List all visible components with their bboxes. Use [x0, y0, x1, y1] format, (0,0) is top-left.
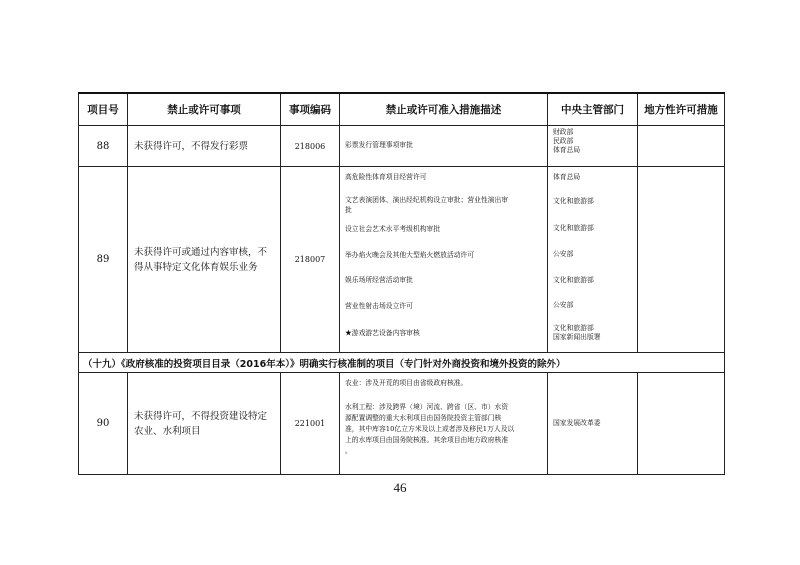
item-number: 90 — [79, 373, 128, 475]
header-item-no: 项目号 — [79, 93, 128, 126]
measure-line: 举办焰火晚会及其他大型焰火燃放活动许可 — [345, 251, 475, 259]
dept-line: 文化和旅游部 — [553, 276, 594, 284]
measure-line: 准，其中库容10亿立方米及以上或者涉及移民1万人及以 — [345, 425, 515, 433]
header-code: 事项编码 — [281, 93, 340, 126]
item-text: 未获得许可或通过内容审核，不得从事特定文化体育娱乐业务 — [128, 167, 281, 353]
table-row — [79, 373, 725, 475]
measure-line: ★游戏游艺设备内容审核 — [345, 329, 420, 337]
item-text: 未获得许可，不得发行彩票 — [128, 126, 281, 167]
measure-line: 源配置调整的重大水利项目由国务院投资主管部门核 — [345, 414, 502, 422]
dept-line: 体育总局 — [553, 173, 581, 181]
header-item: 禁止或许可事项 — [128, 93, 281, 126]
measure-line: 设立社会艺术水平考级机构审批 — [345, 225, 441, 233]
section-row — [79, 353, 725, 373]
dept-line: 财政部 — [553, 128, 574, 136]
local-measure-cell — [638, 167, 725, 353]
permit-table — [78, 92, 725, 475]
dept-line: 公安部 — [553, 301, 574, 309]
item-text: 未获得许可，不得投资建设特定农业、水利项目 — [128, 373, 281, 475]
measure-line: 娱乐场所经营活动审批 — [345, 276, 413, 284]
local-measure-cell — [638, 373, 725, 475]
measure-line: 彩票发行管理事项审批 — [345, 141, 413, 149]
measure-line: 批 — [345, 206, 352, 214]
table-row — [79, 126, 725, 167]
header-measures: 禁止或许可准入措施描述 — [340, 93, 548, 126]
measure-line: 文艺表演团体、演出经纪机构设立审批；营业性演出审 — [345, 196, 509, 204]
dept-line: 文化和旅游部 — [553, 324, 594, 332]
measure-line: 水利工程：涉及跨界（境）河流、跨省（区、市）水资 — [345, 403, 509, 411]
page-number: 46 — [393, 480, 407, 495]
header-row — [79, 93, 725, 126]
table-row — [79, 167, 725, 353]
measure-cell — [340, 167, 548, 353]
dept-line: 文化和旅游部 — [553, 224, 594, 232]
measure-cell — [340, 373, 548, 475]
dept-cell — [548, 167, 638, 353]
item-code: 218006 — [281, 126, 340, 167]
measure-line: 农业：涉及开荒的项目由省级政府核准。 — [345, 379, 468, 387]
local-measure-cell — [638, 126, 725, 167]
item-code: 221001 — [281, 373, 340, 475]
dept-line: 民政部 — [553, 137, 574, 145]
header-local-measures: 地方性许可措施 — [638, 93, 725, 126]
item-number: 88 — [79, 126, 128, 167]
dept-line: 国家新闻出版署 — [553, 333, 601, 341]
dept-line: 公安部 — [553, 250, 574, 258]
measure-cell — [340, 126, 548, 167]
measure-line: 高危险性体育项目经营许可 — [345, 173, 427, 181]
dept-line: 体育总局 — [553, 146, 581, 154]
measure-line: 上的水库项目由国务院核准。其余项目由地方政府核准 — [345, 436, 509, 444]
item-number: 89 — [79, 167, 128, 353]
dept-cell — [548, 373, 638, 475]
dept-cell — [548, 126, 638, 167]
measure-line: 营业性射击场设立许可 — [345, 302, 413, 310]
measure-line: 。 — [345, 447, 352, 455]
header-central-dept: 中央主管部门 — [548, 93, 638, 126]
section-title: （十九）《政府核准的投资项目目录（2016年本）》明确实行核准制的项目（专门针对外商投资和境外投资的除外） — [79, 353, 725, 373]
dept-line: 国家发展改革委 — [553, 419, 601, 427]
item-code: 218007 — [281, 167, 340, 353]
dept-line: 文化和旅游部 — [553, 197, 594, 205]
